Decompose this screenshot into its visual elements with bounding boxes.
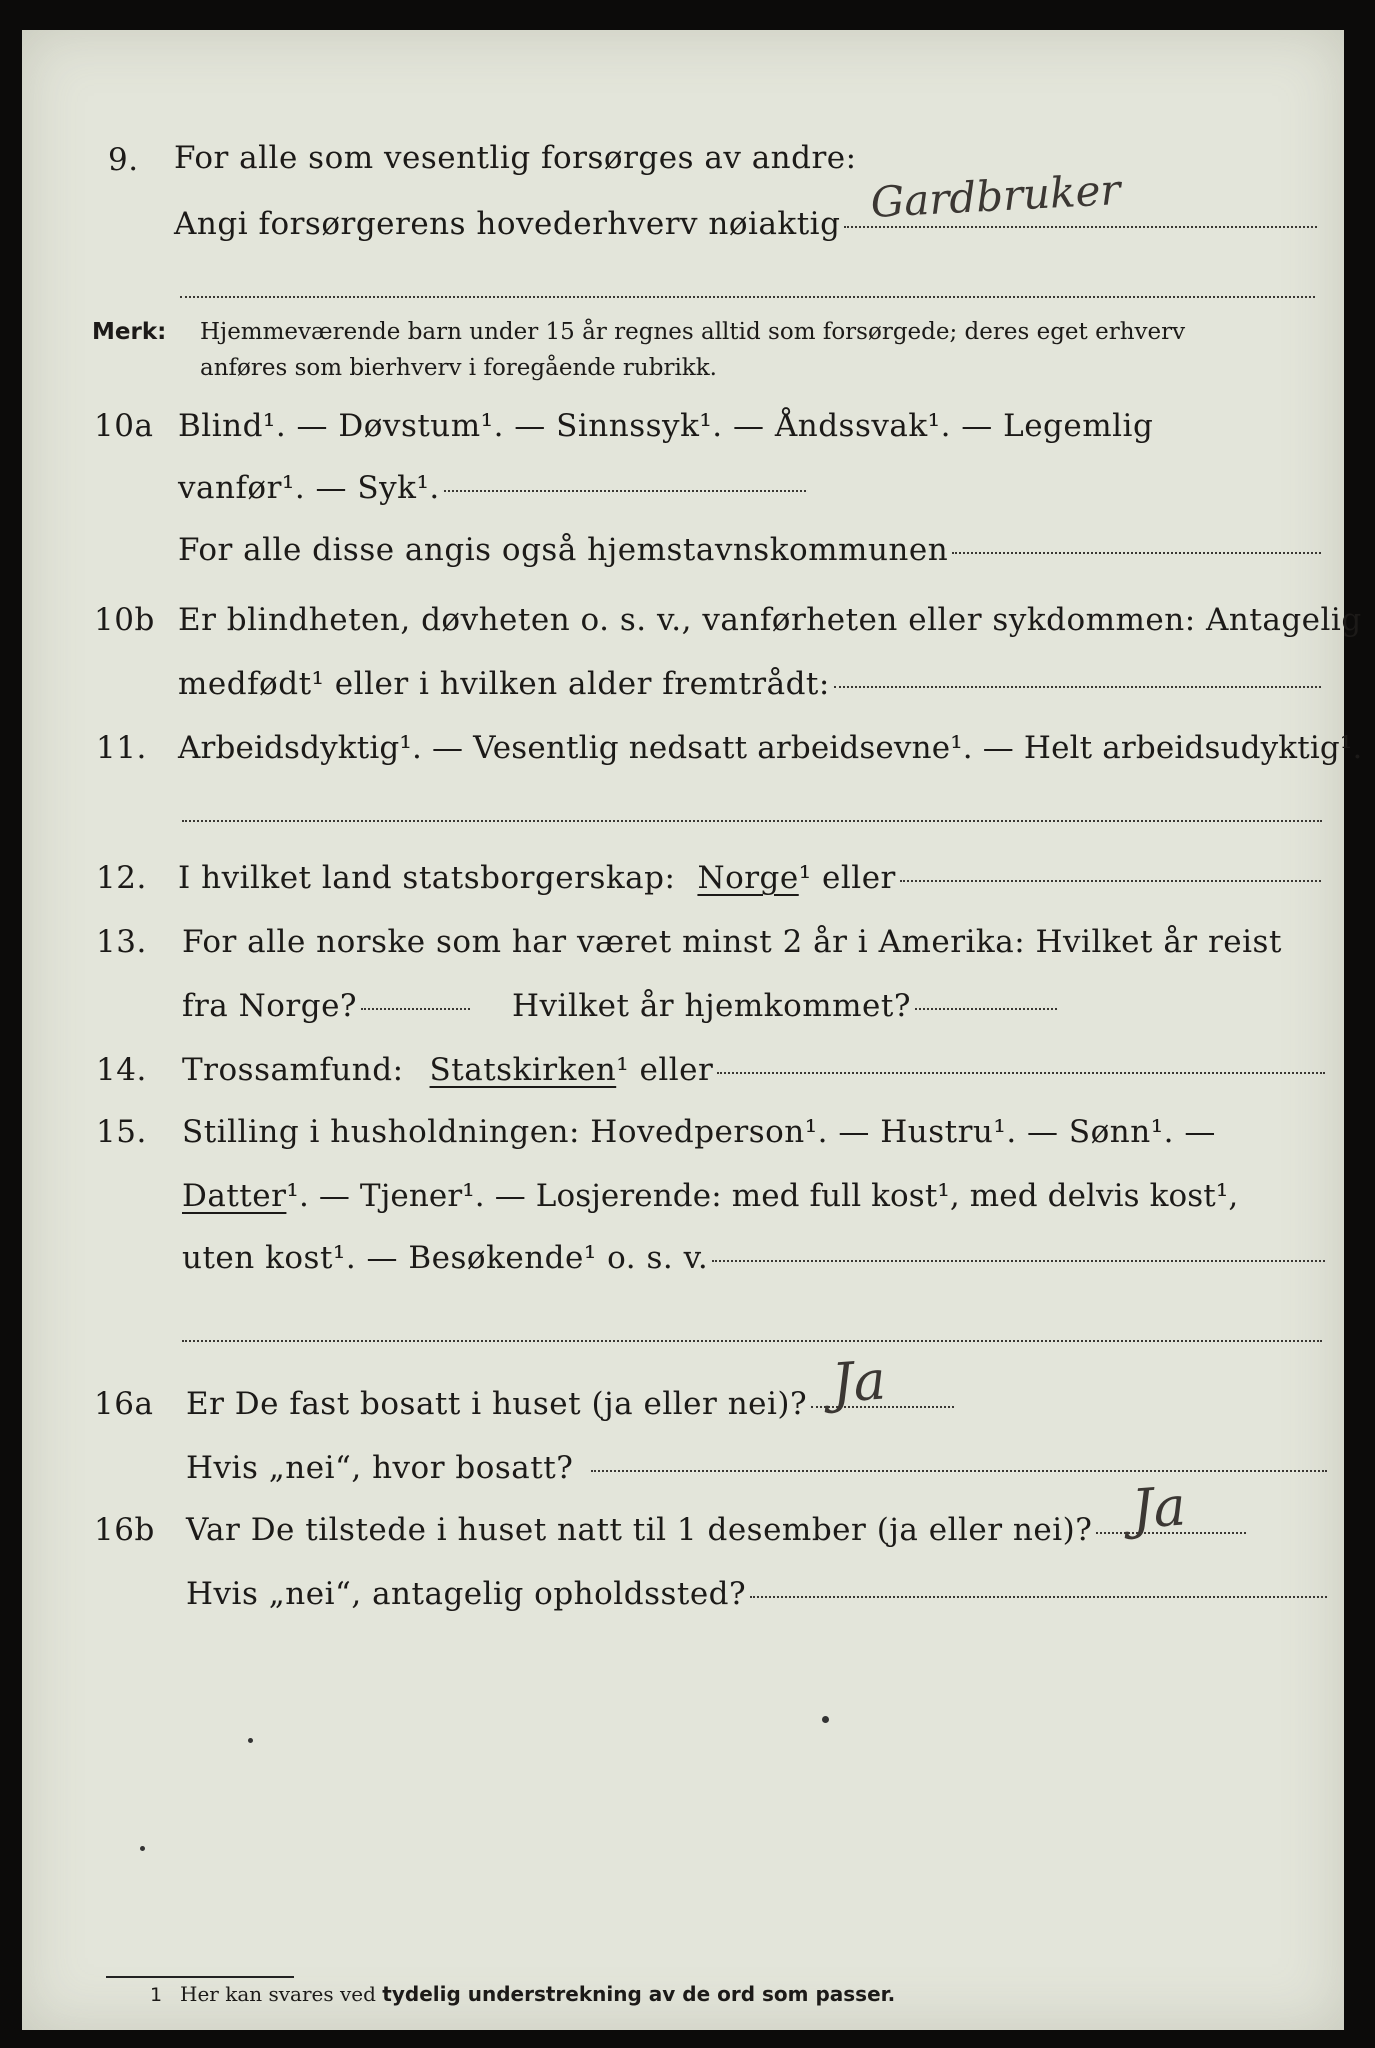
q15-datter-underlined: Datter (182, 1178, 287, 1214)
q14-number: 14. (96, 1052, 147, 1088)
q13-number: 13. (96, 924, 147, 960)
q15-line3: uten kost¹. — Besøkende¹ o. s. v. (182, 1240, 709, 1276)
q16a-number: 16a (94, 1386, 154, 1422)
q14-suffix: ¹ eller (616, 1052, 714, 1088)
q16a-bosatt-answer (591, 1469, 1327, 1472)
q10b-line2: medfødt¹ eller i hvilken alder fremtrådt: (178, 666, 830, 702)
q11-answer-line (182, 820, 1322, 822)
q9-number: 9. (108, 142, 139, 178)
q12-norge-underlined: Norge (697, 860, 799, 896)
q12-number: 12. (96, 860, 147, 896)
footnote-bold-text: tydelig understrekning av de ord som passer. (382, 1982, 896, 2006)
q16b-line2: Hvis „nei“, antagelig opholdssted? (186, 1576, 747, 1612)
q13-hjemkommet-answer (915, 1007, 1057, 1010)
q16b-line1: Var De tilstede i huset natt til 1 desember (ja eller nei)? (186, 1512, 1093, 1548)
q15-number: 15. (96, 1114, 147, 1150)
q15-answer-line (712, 1259, 1325, 1262)
q16a-line2: Hvis „nei“, hvor bosatt? (186, 1450, 574, 1486)
q16a-line1: Er De fast bosatt i huset (ja eller nei)? (186, 1386, 808, 1422)
footnote-text: Her kan svares ved (180, 1982, 376, 2006)
ink-speck (140, 1846, 145, 1851)
q12-prefix: I hvilket land statsborgerskap: (178, 860, 676, 896)
q14-answer-line (717, 1071, 1325, 1074)
q10a-line3-answer (952, 551, 1321, 554)
q16b-opholdssted-answer (750, 1595, 1327, 1598)
ink-speck (822, 1716, 829, 1723)
q9-line1: For alle som vesentlig forsørges av andre: (174, 140, 857, 176)
q10b-line1: Er blindheten, døvheten o. s. v., vanførheten eller sykdommen: Antagelig (178, 602, 1362, 638)
footnote-mark: 1 (150, 1984, 163, 2006)
q15-extra-line (182, 1340, 1322, 1342)
q10b-number: 10b (94, 602, 155, 638)
ink-speck (248, 1738, 253, 1743)
q15-line2-rest: ¹. — Tjener¹. — Losjerende: med full kost¹, med delvis kost¹, (286, 1178, 1239, 1214)
q12-answer-line (900, 879, 1321, 882)
q9-line2: Angi forsørgerens hovederhverv nøiaktig (174, 206, 841, 242)
q14-prefix: Trossamfund: (182, 1052, 404, 1088)
footnote-rule (106, 1976, 294, 1978)
q10a-line2-answer (444, 489, 806, 492)
merk-line2: anføres som bierhverv i foregående rubrikk. (200, 355, 717, 381)
census-form-page (22, 30, 1363, 2030)
q10a-line1: Blind¹. — Døvstum¹. — Sinnssyk¹. — Åndssvak¹. — Legemlig (178, 408, 1154, 444)
q13-line2a: fra Norge? (182, 988, 358, 1024)
q13-reist-answer (361, 1007, 470, 1010)
q13-line2b: Hvilket år hjemkommet? (512, 988, 911, 1024)
q12-suffix: ¹ eller (798, 860, 896, 896)
q9-answer-handwritten: Gardbruker (869, 164, 1122, 227)
q13-line1: For alle norske som har været minst 2 år i Amerika: Hvilket år reist (182, 924, 1282, 960)
q10a-line3: For alle disse angis også hjemstavnskommunen (178, 532, 949, 568)
q16a-answer-handwritten: Ja (829, 1348, 888, 1415)
merk-label: Merk: (92, 319, 167, 345)
q14-statskirken-underlined: Statskirken (429, 1052, 617, 1088)
q10b-answer-line (834, 685, 1321, 688)
q9-extra-line (180, 296, 1315, 298)
q11-line1: Arbeidsdyktig¹. — Vesentlig nedsatt arbeidsevne¹. — Helt arbeidsudyktig¹. (178, 730, 1363, 766)
merk-line1: Hjemmeværende barn under 15 år regnes alltid som forsørgede; deres eget erhverv (200, 319, 1186, 345)
q10a-number: 10a (94, 408, 154, 444)
q10a-line2: vanfør¹. — Syk¹. (178, 470, 440, 506)
q16b-number: 16b (94, 1512, 155, 1548)
q9-answer-line (844, 225, 1317, 228)
q11-number: 11. (96, 730, 147, 766)
q16b-answer-handwritten: Ja (1129, 1474, 1188, 1541)
q15-line1: Stilling i husholdningen: Hovedperson¹. — Hustru¹. — Sønn¹. — (182, 1114, 1216, 1150)
merk-label-wrap (92, 319, 166, 345)
